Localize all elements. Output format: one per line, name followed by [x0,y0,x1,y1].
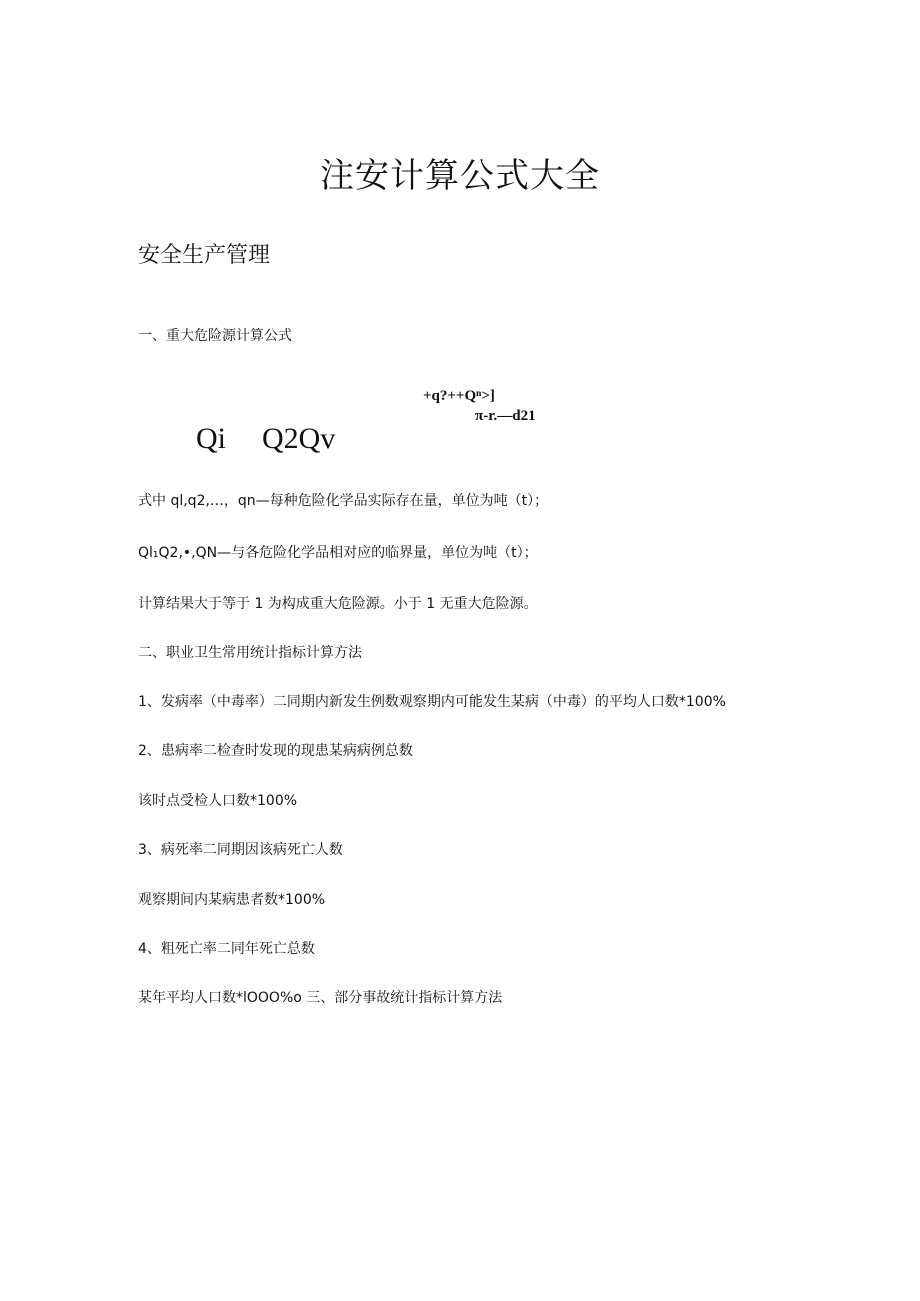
heading-major-hazard-formula: 一、重大危险源计算公式 [138,328,292,344]
formula-top-line: +q?++Qⁿ>] [423,388,495,404]
text-line: 1、发病率（中毒率）二同期内新发生例数观察期内可能发生某病（中毒）的平均人口数*100% [138,694,726,710]
document-title: 注安计算公式大全 [320,156,600,196]
text-line: 某年平均人口数*lOOO%o 三、部分事故统计指标计算方法 [138,990,503,1006]
text-line: 二、职业卫生常用统计指标计算方法 [138,645,362,661]
section-heading: 安全生产管理 [138,243,271,268]
text-line: 该时点受检人口数*100% [138,793,298,809]
text-line: 3、病死率二同期因该病死亡人数 [138,842,343,858]
text-line: 2、患病率二检查时发现的现患某病病例总数 [138,743,413,759]
formula-right-term: Q2Qv [262,422,336,455]
text-line: 4、粗死亡率二同年死亡总数 [138,941,315,957]
text-line: Ql₁Q2,•,QN—与各危险化学品相对应的临界量，单位为吨（t）； [138,545,538,561]
text-line: 计算结果大于等于 1 为构成重大危险源。小于 1 无重大危险源。 [138,596,538,612]
formula-bottom-line: π-r.—d21 [475,408,536,424]
text-line: 观察期间内某病患者数*100% [138,892,326,908]
formula-left-term: Qi [196,422,226,455]
text-line: 式中 ql,q2,…，qn—每种危险化学品实际存在量，单位为吨（t）； [138,493,549,509]
